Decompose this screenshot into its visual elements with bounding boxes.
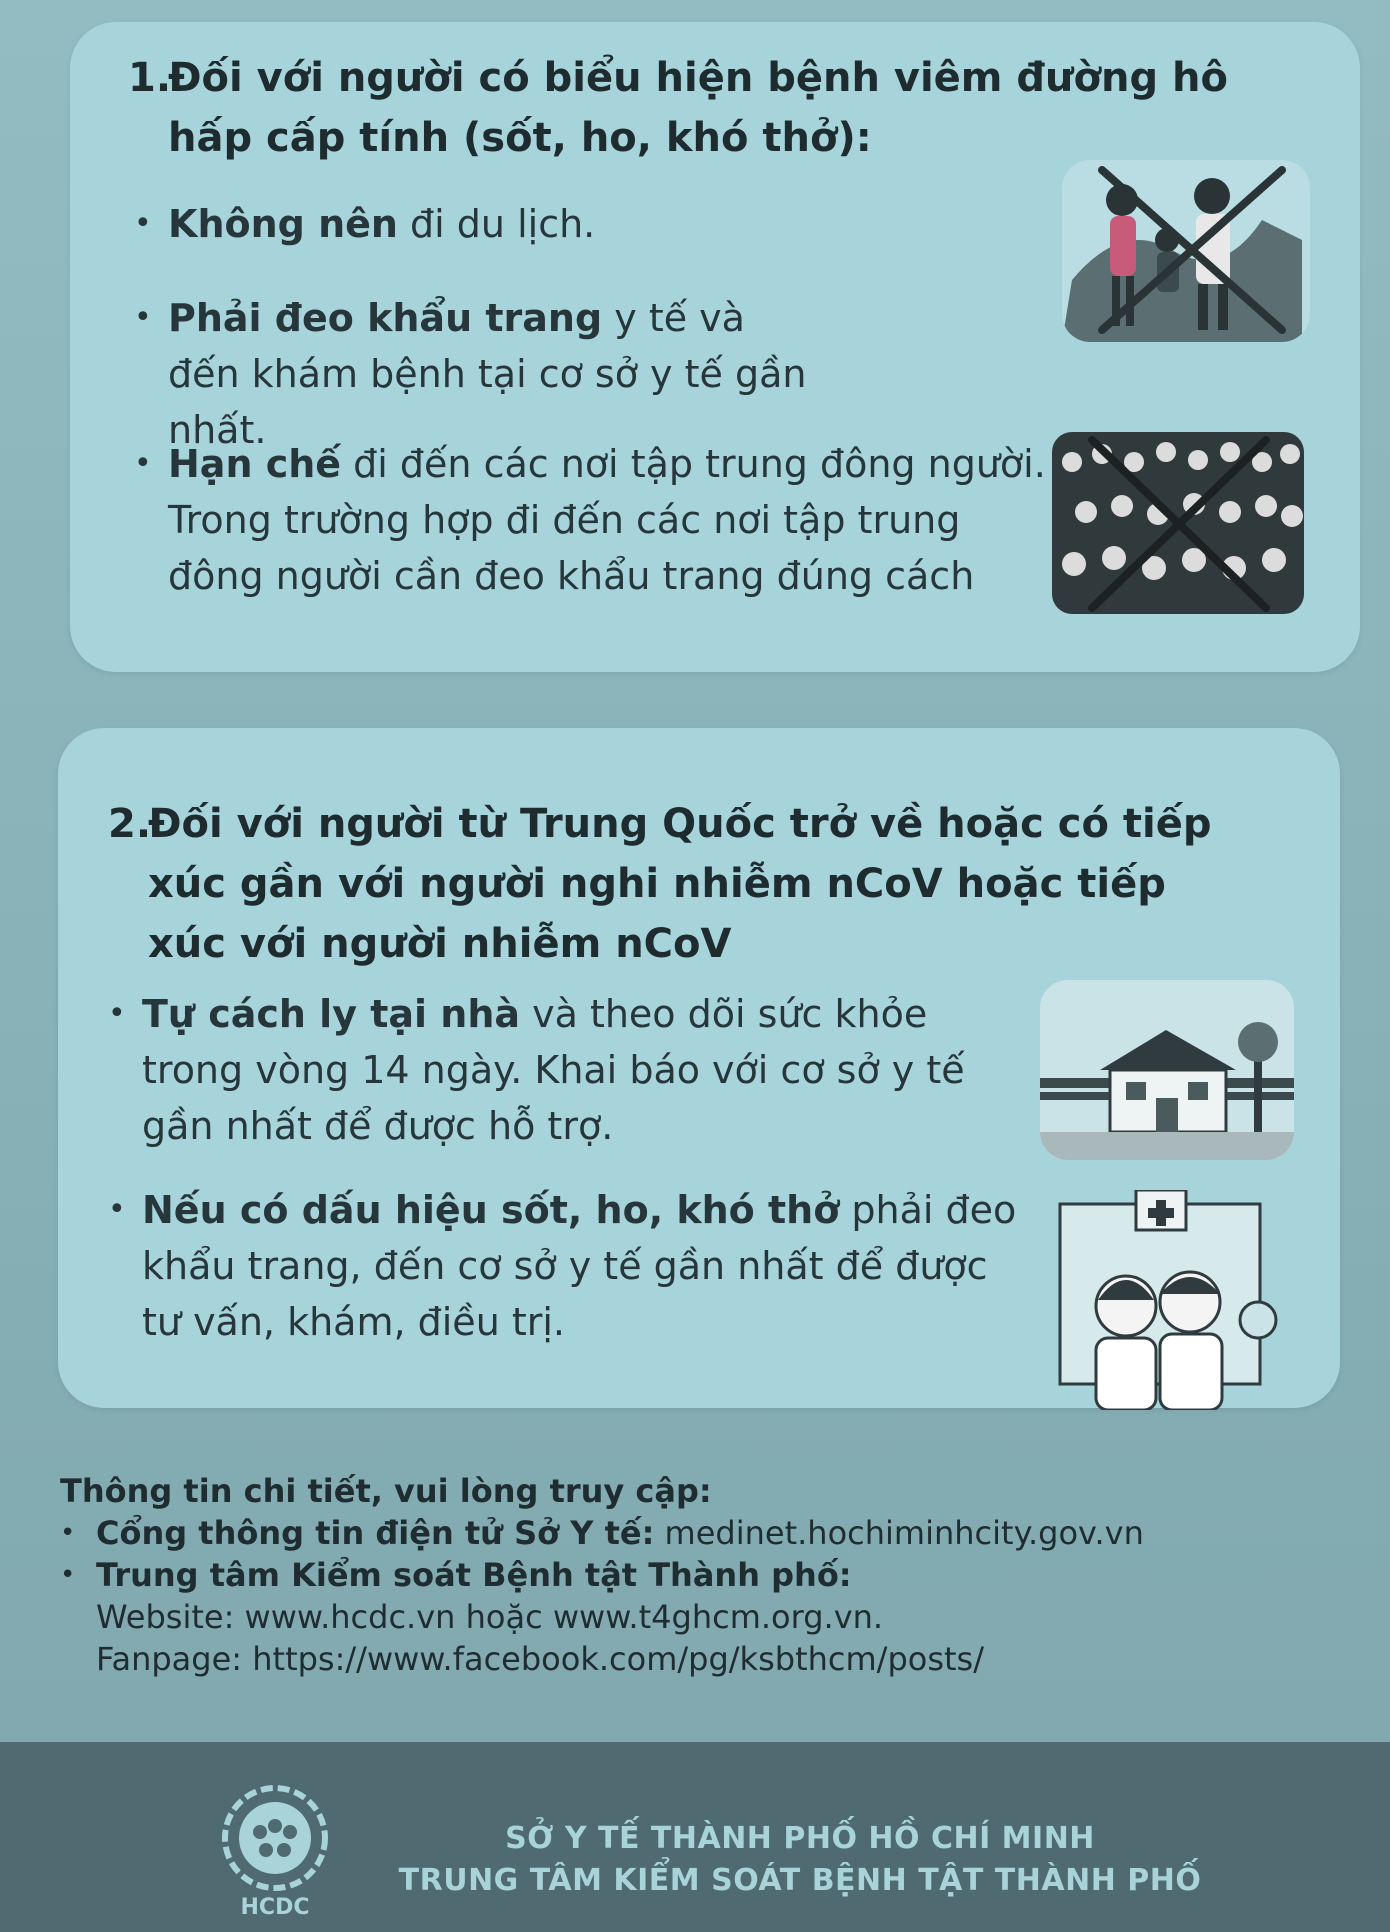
info-title: Thông tin chi tiết, vui lòng truy cập: <box>60 1472 712 1510</box>
section-1-heading-text: Đối với người có biểu hiện bệnh viêm đường hô hấp cấp tính (sốt, ho, khó thở): <box>168 55 1228 161</box>
footer-org-name <box>340 1818 1260 1902</box>
no-crowd-icon <box>1052 432 1304 614</box>
hcdc-logo <box>220 1782 330 1922</box>
section-2-number: 2. <box>108 801 152 847</box>
section-2-bullet-2: • Nếu có dấu hiệu sốt, ho, khó thở phải đeo khẩu trang, đến cơ sở y tế gần nhất để được tư vấn, khám, điều trị. <box>108 1188 1017 1344</box>
hcdc-website-line[interactable]: Website: www.hcdc.vn hoặc www.t4ghcm.org.vn. <box>96 1598 884 1636</box>
health-dept-link[interactable]: medinet.hochiminhcity.gov.vn <box>654 1514 1144 1552</box>
hospital-doctors-icon <box>1040 1190 1300 1410</box>
no-travel-icon <box>1062 160 1310 342</box>
section-1-bullet-3: • Hạn chế đi đến các nơi tập trung đông người. Trong trường hợp đi đến các nơi tập trung đông người cần đeo khẩu trang đúng cách <box>134 442 1046 598</box>
info-item-hcdc: • Trung tâm Kiểm soát Bệnh tật Thành phố: Website: www.hcdc.vn hoặc www.t4ghcm.org.vn. Fanpage: https://www.facebook.com/pg/ksbthcm/posts/ <box>60 1554 1310 1680</box>
footer-line-1: SỞ Y TẾ THÀNH PHỐ HỒ CHÍ MINH <box>505 1821 1095 1856</box>
section-1-bullet-1: • Không nên đi du lịch. <box>134 202 596 246</box>
section-2-bullet-1: • Tự cách ly tại nhà và theo dõi sức khỏe trong vòng 14 ngày. Khai báo với cơ sở y tế gần nhất để được hỗ trợ. <box>108 992 965 1148</box>
section-1-bullet-2: • Phải đeo khẩu trang y tế và đến khám bệnh tại cơ sở y tế gần nhất. <box>134 296 807 452</box>
info-section <box>60 1470 1310 1680</box>
section-2-heading-text: Đối với người từ Trung Quốc trở về hoặc có tiếp xúc gần với người nghi nhiễm nCoV hoặc tiếp xúc với người nhiễm nCoV <box>148 801 1212 967</box>
hcdc-fanpage-line[interactable]: Fanpage: https://www.facebook.com/pg/ksbthcm/posts/ <box>96 1640 984 1678</box>
info-item-health-dept: • Cổng thông tin điện tử Sở Y tế: medinet.hochiminhcity.gov.vn <box>60 1514 1144 1552</box>
section-2-heading <box>108 794 1248 974</box>
home-quarantine-icon <box>1040 980 1294 1160</box>
footer-line-2: TRUNG TÂM KIỂM SOÁT BỆNH TẬT THÀNH PHỐ <box>398 1863 1202 1898</box>
section-1-heading <box>128 48 1268 168</box>
section-1-number: 1. <box>128 55 172 101</box>
logo-text: HCDC <box>240 1895 310 1920</box>
